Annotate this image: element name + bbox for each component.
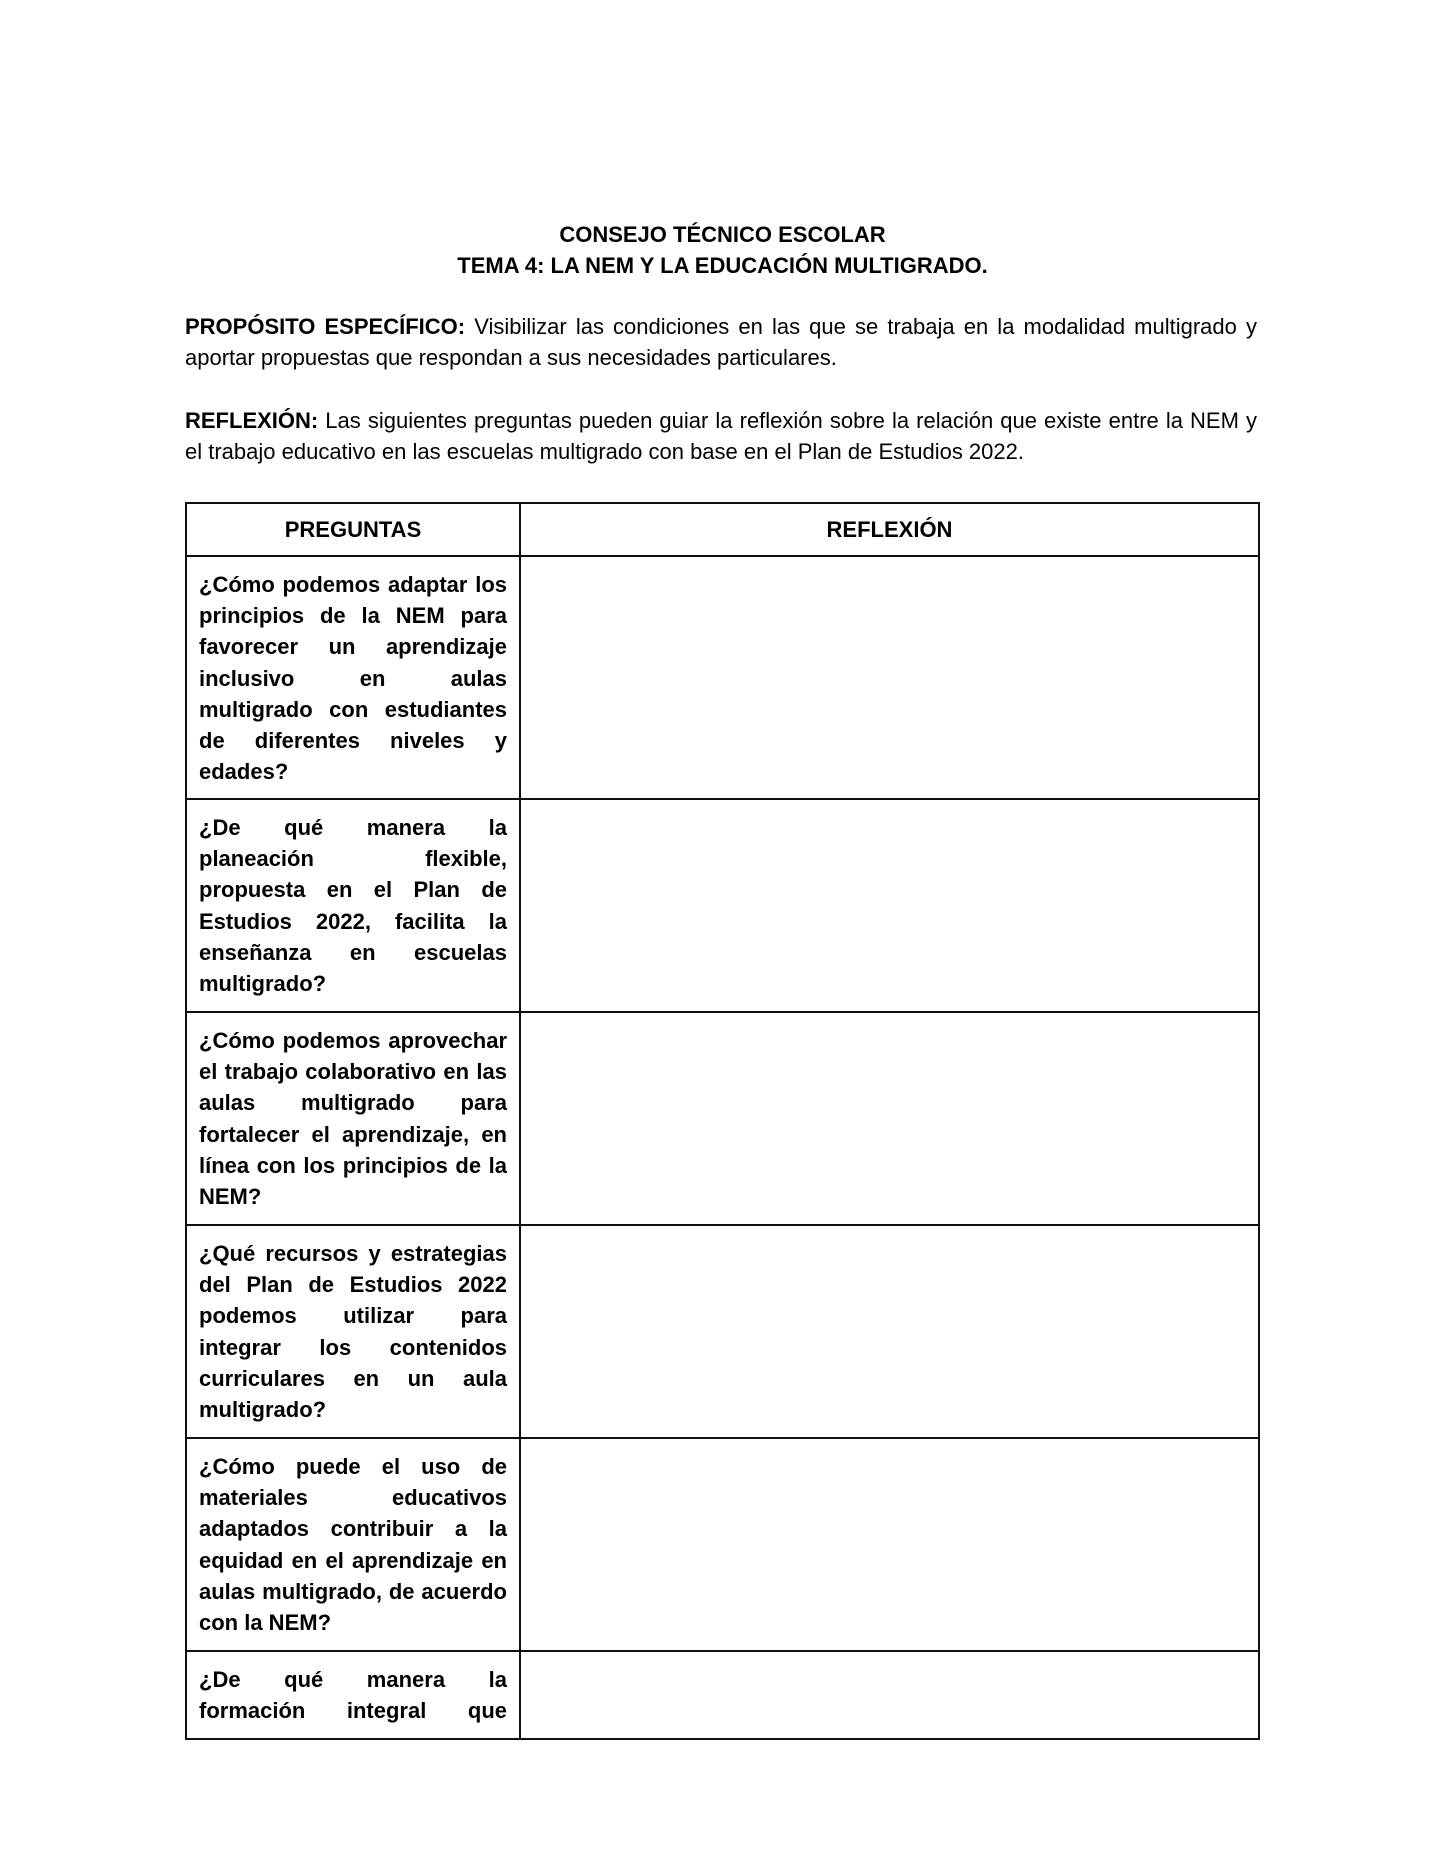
question-text: ¿De qué manera la planeación flexible, propuesta en el Plan de Estudios 2022, facilita la enseñanza en escuelas multigrado?	[199, 815, 507, 997]
table-row	[186, 556, 1259, 799]
question-text: ¿Cómo podemos adaptar los principios de la NEM para favorecer un aprendizaje inclusivo en aulas multigrado con estudiantes de diferentes niveles y edades?	[199, 572, 507, 785]
answer-cell[interactable]	[520, 799, 1259, 1012]
table-row	[186, 1651, 1259, 1739]
question-text: ¿De qué manera la formación integral que	[199, 1667, 507, 1724]
purpose-text: Visibilizar las condiciones en las que se trabaja en la modalidad multigrado y aportar propuestas que respondan a sus necesidades particulares.	[185, 314, 1257, 370]
question-cell	[186, 799, 520, 1012]
question-cell	[186, 1012, 520, 1225]
question-cell	[186, 1651, 520, 1739]
answer-cell[interactable]	[520, 1651, 1259, 1739]
reflection-paragraph	[185, 405, 1257, 467]
document-subtitle: TEMA 4: LA NEM Y LA EDUCACIÓN MULTIGRADO.	[457, 253, 988, 278]
purpose-paragraph	[185, 311, 1257, 373]
document-title: CONSEJO TÉCNICO ESCOLAR	[559, 222, 886, 247]
answer-cell[interactable]	[520, 1012, 1259, 1225]
header-preguntas: PREGUNTAS	[186, 503, 520, 556]
table-header-row	[186, 503, 1259, 556]
purpose-label: PROPÓSITO ESPECÍFICO:	[185, 314, 466, 339]
table-row	[186, 1012, 1259, 1225]
table-row	[186, 1225, 1259, 1438]
question-cell	[186, 1438, 520, 1651]
header-reflexion: REFLEXIÓN	[520, 503, 1259, 556]
table-row	[186, 799, 1259, 1012]
question-cell	[186, 556, 520, 799]
answer-cell[interactable]	[520, 1438, 1259, 1651]
question-text: ¿Cómo puede el uso de materiales educativos adaptados contribuir a la equidad en el aprendizaje en aulas multigrado, de acuerdo con la NEM?	[199, 1454, 507, 1636]
question-text: ¿Qué recursos y estrategias del Plan de Estudios 2022 podemos utilizar para integrar los contenidos curriculares en un aula multigrado?	[199, 1241, 507, 1423]
questions-table	[185, 502, 1260, 1740]
table-row	[186, 1438, 1259, 1651]
answer-cell[interactable]	[520, 556, 1259, 799]
reflection-text: Las siguientes preguntas pueden guiar la reflexión sobre la relación que existe entre la NEM y el trabajo educativo en las escuelas multigrado con base en el Plan de Estudios 2022.	[185, 408, 1257, 464]
reflection-label: REFLEXIÓN:	[185, 408, 319, 433]
question-text: ¿Cómo podemos aprovechar el trabajo colaborativo en las aulas multigrado para fortalecer el aprendizaje, en línea con los principios de la NEM?	[199, 1028, 507, 1210]
question-cell	[186, 1225, 520, 1438]
answer-cell[interactable]	[520, 1225, 1259, 1438]
